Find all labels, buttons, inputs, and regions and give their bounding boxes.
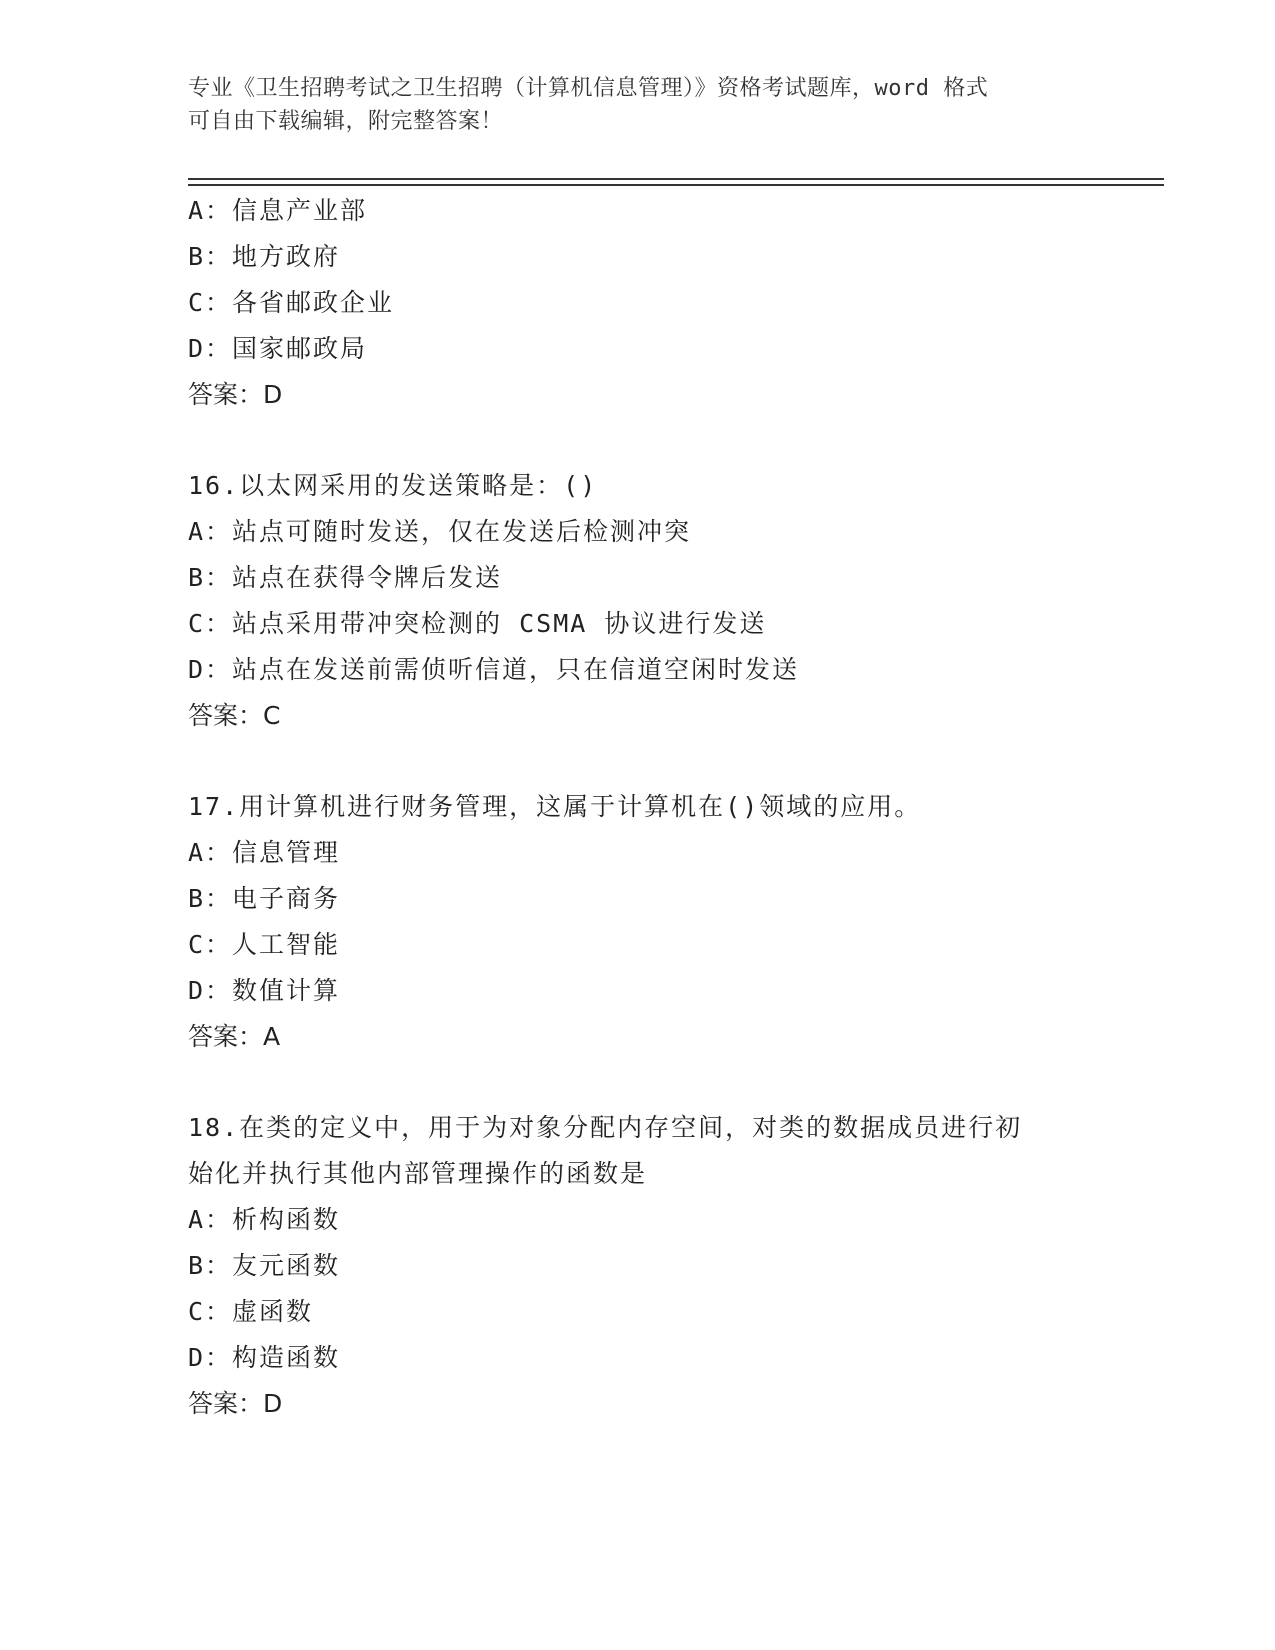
option-c: C：人工智能 xyxy=(188,930,341,959)
question-text: 16.以太网采用的发送策略是：() xyxy=(188,471,598,500)
question-16 xyxy=(188,463,1138,739)
option-d: D：站点在发送前需侦听信道，只在信道空闲时发送 xyxy=(188,655,800,684)
option-b: B：站点在获得令牌后发送 xyxy=(188,563,503,592)
option-c: C：虚函数 xyxy=(188,1297,314,1326)
option-b: B：电子商务 xyxy=(188,884,341,913)
option-d: D：构造函数 xyxy=(188,1343,341,1372)
option-a: A：析构函数 xyxy=(188,1205,341,1234)
header-line-2: 可自由下载编辑，附完整答案！ xyxy=(188,109,504,134)
question-15 xyxy=(188,188,1138,418)
answer: 答案：D xyxy=(188,380,283,409)
option-c: C：站点采用带冲突检测的 CSMA 协议进行发送 xyxy=(188,609,767,638)
question-text-line-1: 18.在类的定义中，用于为对象分配内存空间，对类的数据成员进行初 xyxy=(188,1113,1023,1142)
answer: 答案：D xyxy=(188,1389,283,1418)
option-b: B：友元函数 xyxy=(188,1251,341,1280)
question-text-line-2: 始化并执行其他内部管理操作的函数是 xyxy=(188,1159,648,1188)
option-a: A：站点可随时发送，仅在发送后检测冲突 xyxy=(188,517,692,546)
question-18 xyxy=(188,1105,1138,1427)
option-a: A：信息管理 xyxy=(188,838,341,867)
question-17 xyxy=(188,784,1138,1060)
question-list xyxy=(188,188,1138,1427)
document-header xyxy=(188,72,1068,138)
option-d: D：数值计算 xyxy=(188,976,341,1005)
option-d: D：国家邮政局 xyxy=(188,334,368,363)
option-c: C：各省邮政企业 xyxy=(188,288,395,317)
header-rule-bottom xyxy=(188,184,1164,186)
answer: 答案：A xyxy=(188,1022,281,1051)
answer: 答案：C xyxy=(188,701,281,730)
question-text: 17.用计算机进行财务管理，这属于计算机在()领域的应用。 xyxy=(188,792,922,821)
header-rule-top xyxy=(188,178,1164,180)
option-b: B：地方政府 xyxy=(188,242,341,271)
header-line-1: 专业《卫生招聘考试之卫生招聘（计算机信息管理）》资格考试题库，word 格式 xyxy=(188,76,989,101)
option-a: A：信息产业部 xyxy=(188,196,368,225)
